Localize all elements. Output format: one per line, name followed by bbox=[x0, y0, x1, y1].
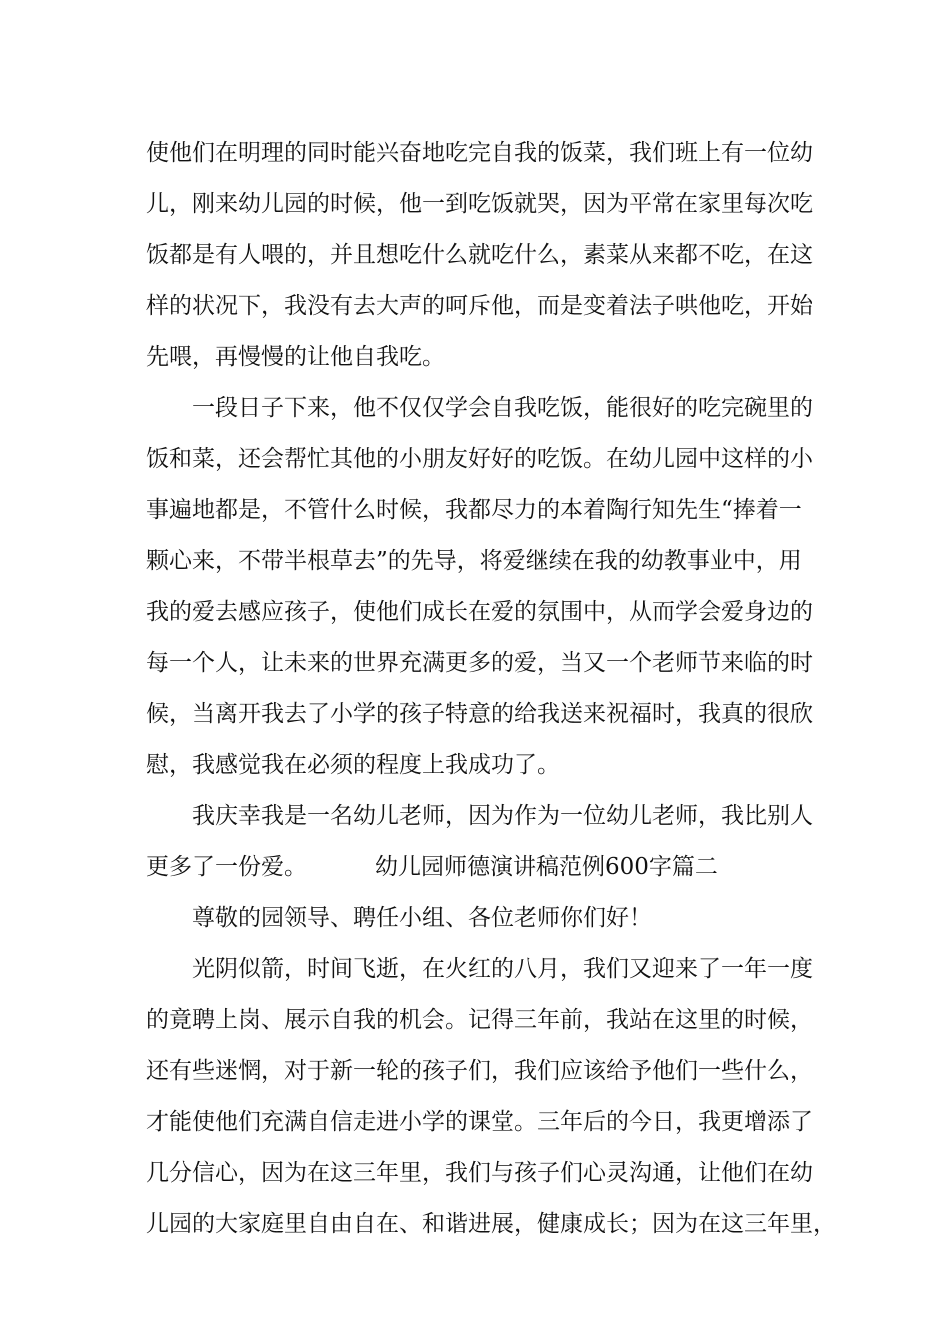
text-line: 更多了一份爱。 bbox=[146, 854, 307, 880]
text-line: 我的爱去感应孩子，使他们成长在爱的氛围中，从而学会爱身边的 bbox=[146, 599, 813, 625]
text-line: 慰，我感觉我在必须的程度上我成功了。 bbox=[146, 752, 560, 778]
text-line: 候，当离开我去了小学的孩子特意的给我送来祝福时，我真的很欣 bbox=[146, 701, 813, 727]
text-line: 儿，刚来幼儿园的时候，他一到吃饭就哭，因为平常在家里每次吃 bbox=[146, 191, 813, 217]
text-line: 几分信心，因为在这三年里，我们与孩子们心灵沟通，让他们在幼 bbox=[146, 1160, 813, 1186]
text-line: 每一个人，让未来的世界充满更多的爱，当又一个老师节来临的时 bbox=[146, 650, 813, 676]
paragraph-first-line: 一段日子下来，他不仅仅学会自我吃饭，能很好的吃完碗里的 bbox=[192, 395, 813, 421]
text-line: 饭都是有人喂的，并且想吃什么就吃什么，素菜从来都不吃，在这 bbox=[146, 242, 813, 268]
text-line: 先喂，再慢慢的让他自我吃。 bbox=[146, 344, 445, 370]
section-heading: 幼儿园师德演讲稿范例600字篇二 bbox=[375, 854, 718, 880]
text-line: 才能使他们充满自信走进小学的课堂。三年后的今日，我更增添了 bbox=[146, 1109, 813, 1135]
text-line: 还有些迷惘，对于新一轮的孩子们，我们应该给予他们一些什么， bbox=[146, 1058, 813, 1084]
text-line: 儿园的大家庭里自由自在、和谐进展，健康成长；因为在这三年里， bbox=[146, 1211, 836, 1237]
greeting-line: 尊敬的园领导、聘任小组、各位老师你们好！ bbox=[192, 905, 652, 931]
text-line: 样的状况下，我没有去大声的呵斥他，而是变着法子哄他吃，开始 bbox=[146, 293, 813, 319]
paragraph-first-line: 我庆幸我是一名幼儿老师，因为作为一位幼儿老师，我比别人 bbox=[192, 803, 813, 829]
text-line: 的竟聘上岗、展示自我的机会。记得三年前，我站在这里的时候， bbox=[146, 1007, 813, 1033]
text-line: 事遍地都是，不管什么时候，我都尽力的本着陶行知先生“捧着一 bbox=[146, 497, 802, 523]
paragraph-first-line: 光阴似箭，时间飞逝，在火红的八月，我们又迎来了一年一度 bbox=[192, 956, 813, 982]
document-body bbox=[146, 128, 836, 1250]
text-line: 使他们在明理的同时能兴奋地吃完自我的饭菜，我们班上有一位幼 bbox=[146, 140, 813, 166]
text-line: 颗心来，不带半根草去”的先导，将爱继续在我的幼教事业中，用 bbox=[146, 548, 802, 574]
text-line-with-heading bbox=[146, 842, 832, 893]
text-line: 饭和菜，还会帮忙其他的小朋友好好的吃饭。在幼儿园中这样的小 bbox=[146, 446, 813, 472]
